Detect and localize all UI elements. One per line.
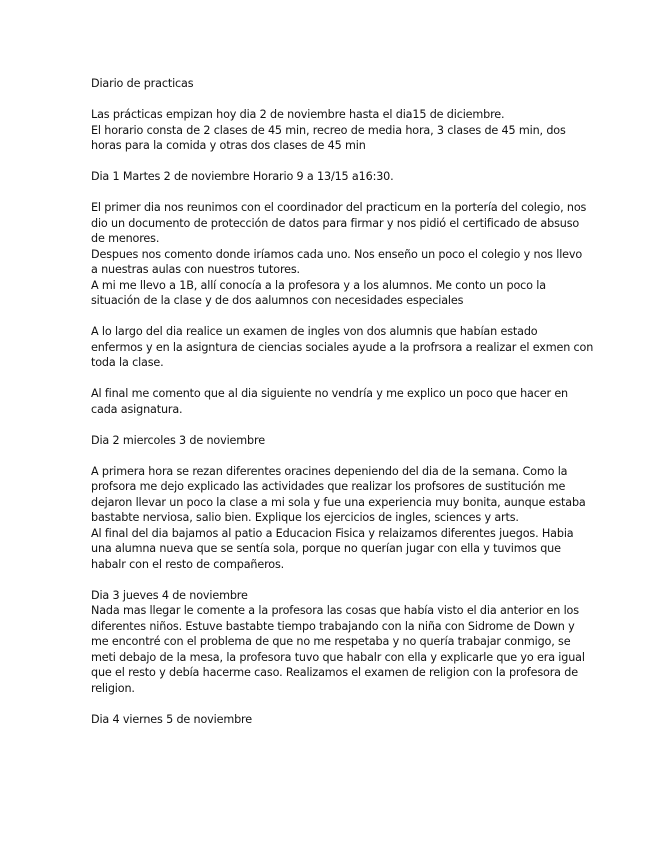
document-title: Diario de practicas	[91, 77, 194, 90]
day3-paragraph1-line: diferentes niños. Estuve bastabte tiempo trabajando con la niña con Sidrome de Down y	[91, 619, 575, 633]
intro-line: Las prácticas empizan hoy dia 2 de noviembre hasta el dia15 de diciembre.	[91, 108, 505, 121]
day3-paragraph1-line: me encontré con el problema de que no me respetaba y no quería trabajar conmigo, se	[91, 635, 571, 648]
day2-paragraph1-line: Al final del dia bajamos al patio a Educacion Fisica y relaizamos diferentes juegos. Habia	[91, 526, 574, 540]
day3-paragraph1-line: meti debajo de la mesa, la profesora tuvo que habalr con ella y explicarle que yo era igual	[91, 650, 585, 664]
day2-paragraph1-line: A primera hora se rezan diferentes oracines depeniendo del dia de la semana. Como la	[91, 464, 568, 478]
day1-paragraph2-line: enfermos y en la asigntura de ciencias sociales ayude a la profrsora a realizar el exmen con	[91, 340, 594, 354]
day1-paragraph3-line: cada asignatura.	[91, 402, 183, 416]
day1-paragraph2-line: A lo largo del dia realice un examen de ingles von dos alumnis que habían estado	[91, 325, 538, 338]
day1-paragraph1-line: a nuestras aulas con nuestros tutores.	[91, 263, 300, 276]
day1-paragraph1-line: de menores.	[91, 232, 160, 245]
day2-paragraph1-line: profsora me dejo explicado las actividades que realizar los profsores de sustitución me	[91, 480, 566, 493]
day3-heading: Dia 3 jueves 4 de noviembre	[91, 588, 248, 602]
document-body	[91, 76, 594, 727]
day1-paragraph1-line: dio un documento de protección de datos para firmar y nos pidió el certificado de absuso	[91, 216, 580, 230]
intro-line: El horario consta de 2 clases de 45 min, recreo de media hora, 3 clases de 45 min, dos	[91, 123, 566, 137]
day4-heading: Dia 4 viernes 5 de noviembre	[91, 712, 252, 726]
day2-heading: Dia 2 miercoles 3 de noviembre	[91, 433, 265, 447]
day3-paragraph1-line: religion.	[91, 681, 135, 695]
day2-paragraph1-line: habalr con el resto de compañeros.	[91, 557, 285, 571]
day2-paragraph1-line: bastabte nerviosa, salio bien. Explique los ejercicios de ingles, sciences y arts.	[91, 511, 519, 524]
intro-line: horas para la comida y otras dos clases de 45 min	[91, 139, 366, 152]
day1-paragraph1-line: Despues nos comento donde iríamos cada uno. Nos enseño un poco el colegio y nos llevo	[91, 247, 583, 261]
day2-paragraph1-line: una alumna nueva que se sentía sola, porque no querían jugar con ella y tuvimos que	[91, 542, 561, 555]
day3-paragraph1-line: Nada mas llegar le comente a la profesora las cosas que había visto el dia anterior en los	[91, 604, 579, 617]
day1-heading: Dia 1 Martes 2 de noviembre Horario 9 a 13/15 a16:30.	[91, 170, 394, 183]
day1-paragraph1-line: A mi me llevo a 1B, allí conocía a la profesora y a los alumnos. Me conto un poco la	[91, 278, 546, 292]
day1-paragraph3-line: Al final me comento que al dia siguiente no vendría y me explico un poco que hacer en	[91, 387, 568, 400]
day1-paragraph1-line: situación de la clase y de dos aalumnos con necesidades especiales	[91, 294, 464, 307]
day1-paragraph2-line: toda la clase.	[91, 356, 164, 369]
day1-paragraph1-line: El primer dia nos reunimos con el coordinador del practicum en la portería del colegio, nos	[91, 201, 587, 214]
day3-paragraph1-line: que el resto y debía hacerme caso. Realizamos el examen de religion con la profesora de	[91, 666, 578, 679]
day2-paragraph1-line: dejaron llevar un poco la clase a mi sola y fue una experiencia muy bonita, aunque estaba	[91, 495, 586, 509]
